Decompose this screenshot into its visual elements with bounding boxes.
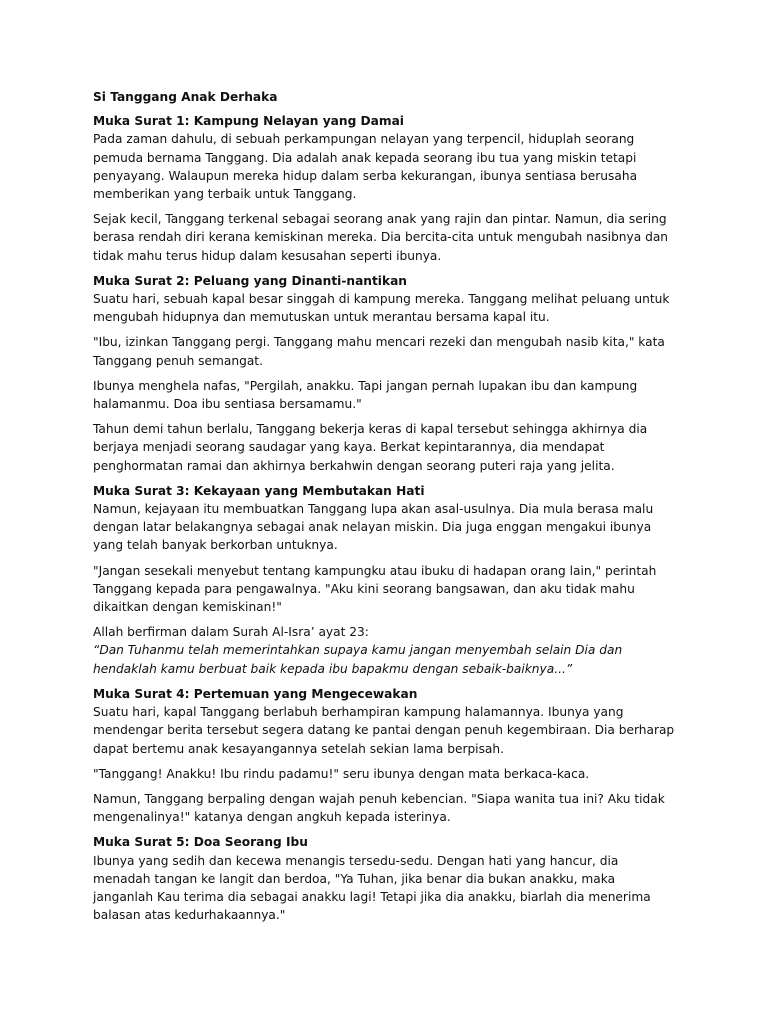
section-heading: Muka Surat 5: Doa Seorang Ibu — [93, 835, 308, 850]
paragraph: Pada zaman dahulu, di sebuah perkampungan nelayan yang terpencil, hiduplah seorang pemuda bernama Tanggang. Dia adalah anak kepada seorang ibu tua yang miskin tetapi penyayang. Walaupun mereka hidup dalam serba kekurangan, ibunya sentiasa berusaha memberikan yang terbaik untuk Tanggang. — [93, 132, 638, 202]
paragraph: "Tanggang! Anakku! Ibu rindu padamu!" seru ibunya dengan mata berkaca-kaca. — [93, 766, 590, 781]
paragraph: "Ibu, izinkan Tanggang pergi. Tanggang mahu mencari rezeki dan mengubah nasib kita," kata Tanggang penuh semangat. — [93, 335, 665, 368]
section-heading: Muka Surat 3: Kekayaan yang Membutakan Hati — [93, 483, 425, 498]
verse-quote: “Dan Tuhanmu telah memerintahkan supaya kamu jangan menyembah selain Dia dan hendaklah kamu berbuat baik kepada ibu bapakmu dengan sebaik-baiknya...” — [93, 643, 623, 676]
section-page-1 — [93, 112, 678, 265]
paragraph: Tahun demi tahun berlalu, Tanggang bekerja keras di kapal tersebut sehingga akhirnya dia berjaya menjadi seorang saudagar yang kaya. Berkat kepintarannya, dia mendapat penghormatan ramai dan akhirnya berkahwin dengan seorang puteri raja yang jelita. — [93, 422, 648, 473]
section-heading: Muka Surat 4: Pertemuan yang Mengecewakan — [93, 686, 418, 701]
paragraph: Ibunya menghela nafas, "Pergilah, anakku. Tapi jangan pernah lupakan ibu dan kampung halamanmu. Doa ibu sentiasa bersamamu." — [93, 378, 638, 412]
document-title: Si Tanggang Anak Derhaka — [93, 90, 278, 104]
paragraph: Suatu hari, sebuah kapal besar singgah di kampung mereka. Tanggang melihat peluang untuk mengubah hidupnya dan memutuskan untuk merantau bersama kapal itu. — [93, 292, 670, 325]
verse-intro: Allah berfirman dalam Surah Al-Isra’ ayat 23: — [93, 625, 369, 640]
section-page-5 — [93, 833, 678, 924]
document-page — [93, 84, 678, 931]
section-heading: Muka Surat 1: Kampung Nelayan yang Damai — [93, 114, 404, 129]
verse-block — [93, 623, 678, 678]
section-page-4 — [93, 685, 678, 826]
paragraph: "Jangan sesekali menyebut tentang kampungku atau ibuku di hadapan orang lain," perintah Tanggang kepada para pengawalnya. "Aku kini seorang bangsawan, dan aku tidak mahu dikaitkan dengan kemiskinan!" — [93, 563, 657, 615]
section-heading: Muka Surat 2: Peluang yang Dinanti-nantikan — [93, 273, 407, 288]
section-page-2 — [93, 272, 678, 475]
section-page-3 — [93, 482, 678, 678]
paragraph: Sejak kecil, Tanggang terkenal sebagai seorang anak yang rajin dan pintar. Namun, dia sering berasa rendah diri kerana kemiskinan mereka. Dia bercita-cita untuk mengubah nasibnya dan tidak mahu terus hidup dalam kesusahan seperti ibunya. — [93, 212, 669, 263]
paragraph: Ibunya yang sedih dan kecewa menangis tersedu-sedu. Dengan hati yang hancur, dia menadah tangan ke langit dan berdoa, "Ya Tuhan, jika benar dia bukan anakku, maka janganlah Kau terima dia sebagai anakku lagi! Tetapi jika dia anakku, biarlah dia menerima balasan atas kedurhakaannya." — [93, 853, 651, 923]
paragraph: Namun, Tanggang berpaling dengan wajah penuh kebencian. "Siapa wanita tua ini? Aku tidak mengenalinya!" katanya dengan angkuh kepada isterinya. — [93, 791, 665, 825]
paragraph: Suatu hari, kapal Tanggang berlabuh berhampiran kampung halamannya. Ibunya yang mendengar berita tersebut segera datang ke pantai dengan penuh kegembiraan. Dia berharap dapat bertemu anak kesayangannya setelah sekian lama berpisah. — [93, 705, 675, 756]
paragraph: Namun, kejayaan itu membuatkan Tanggang lupa akan asal-usulnya. Dia mula berasa malu dengan latar belakangnya sebagai anak nelayan miskin. Dia juga enggan mengakui ibunya yang telah banyak berkorban untuknya. — [93, 502, 654, 553]
